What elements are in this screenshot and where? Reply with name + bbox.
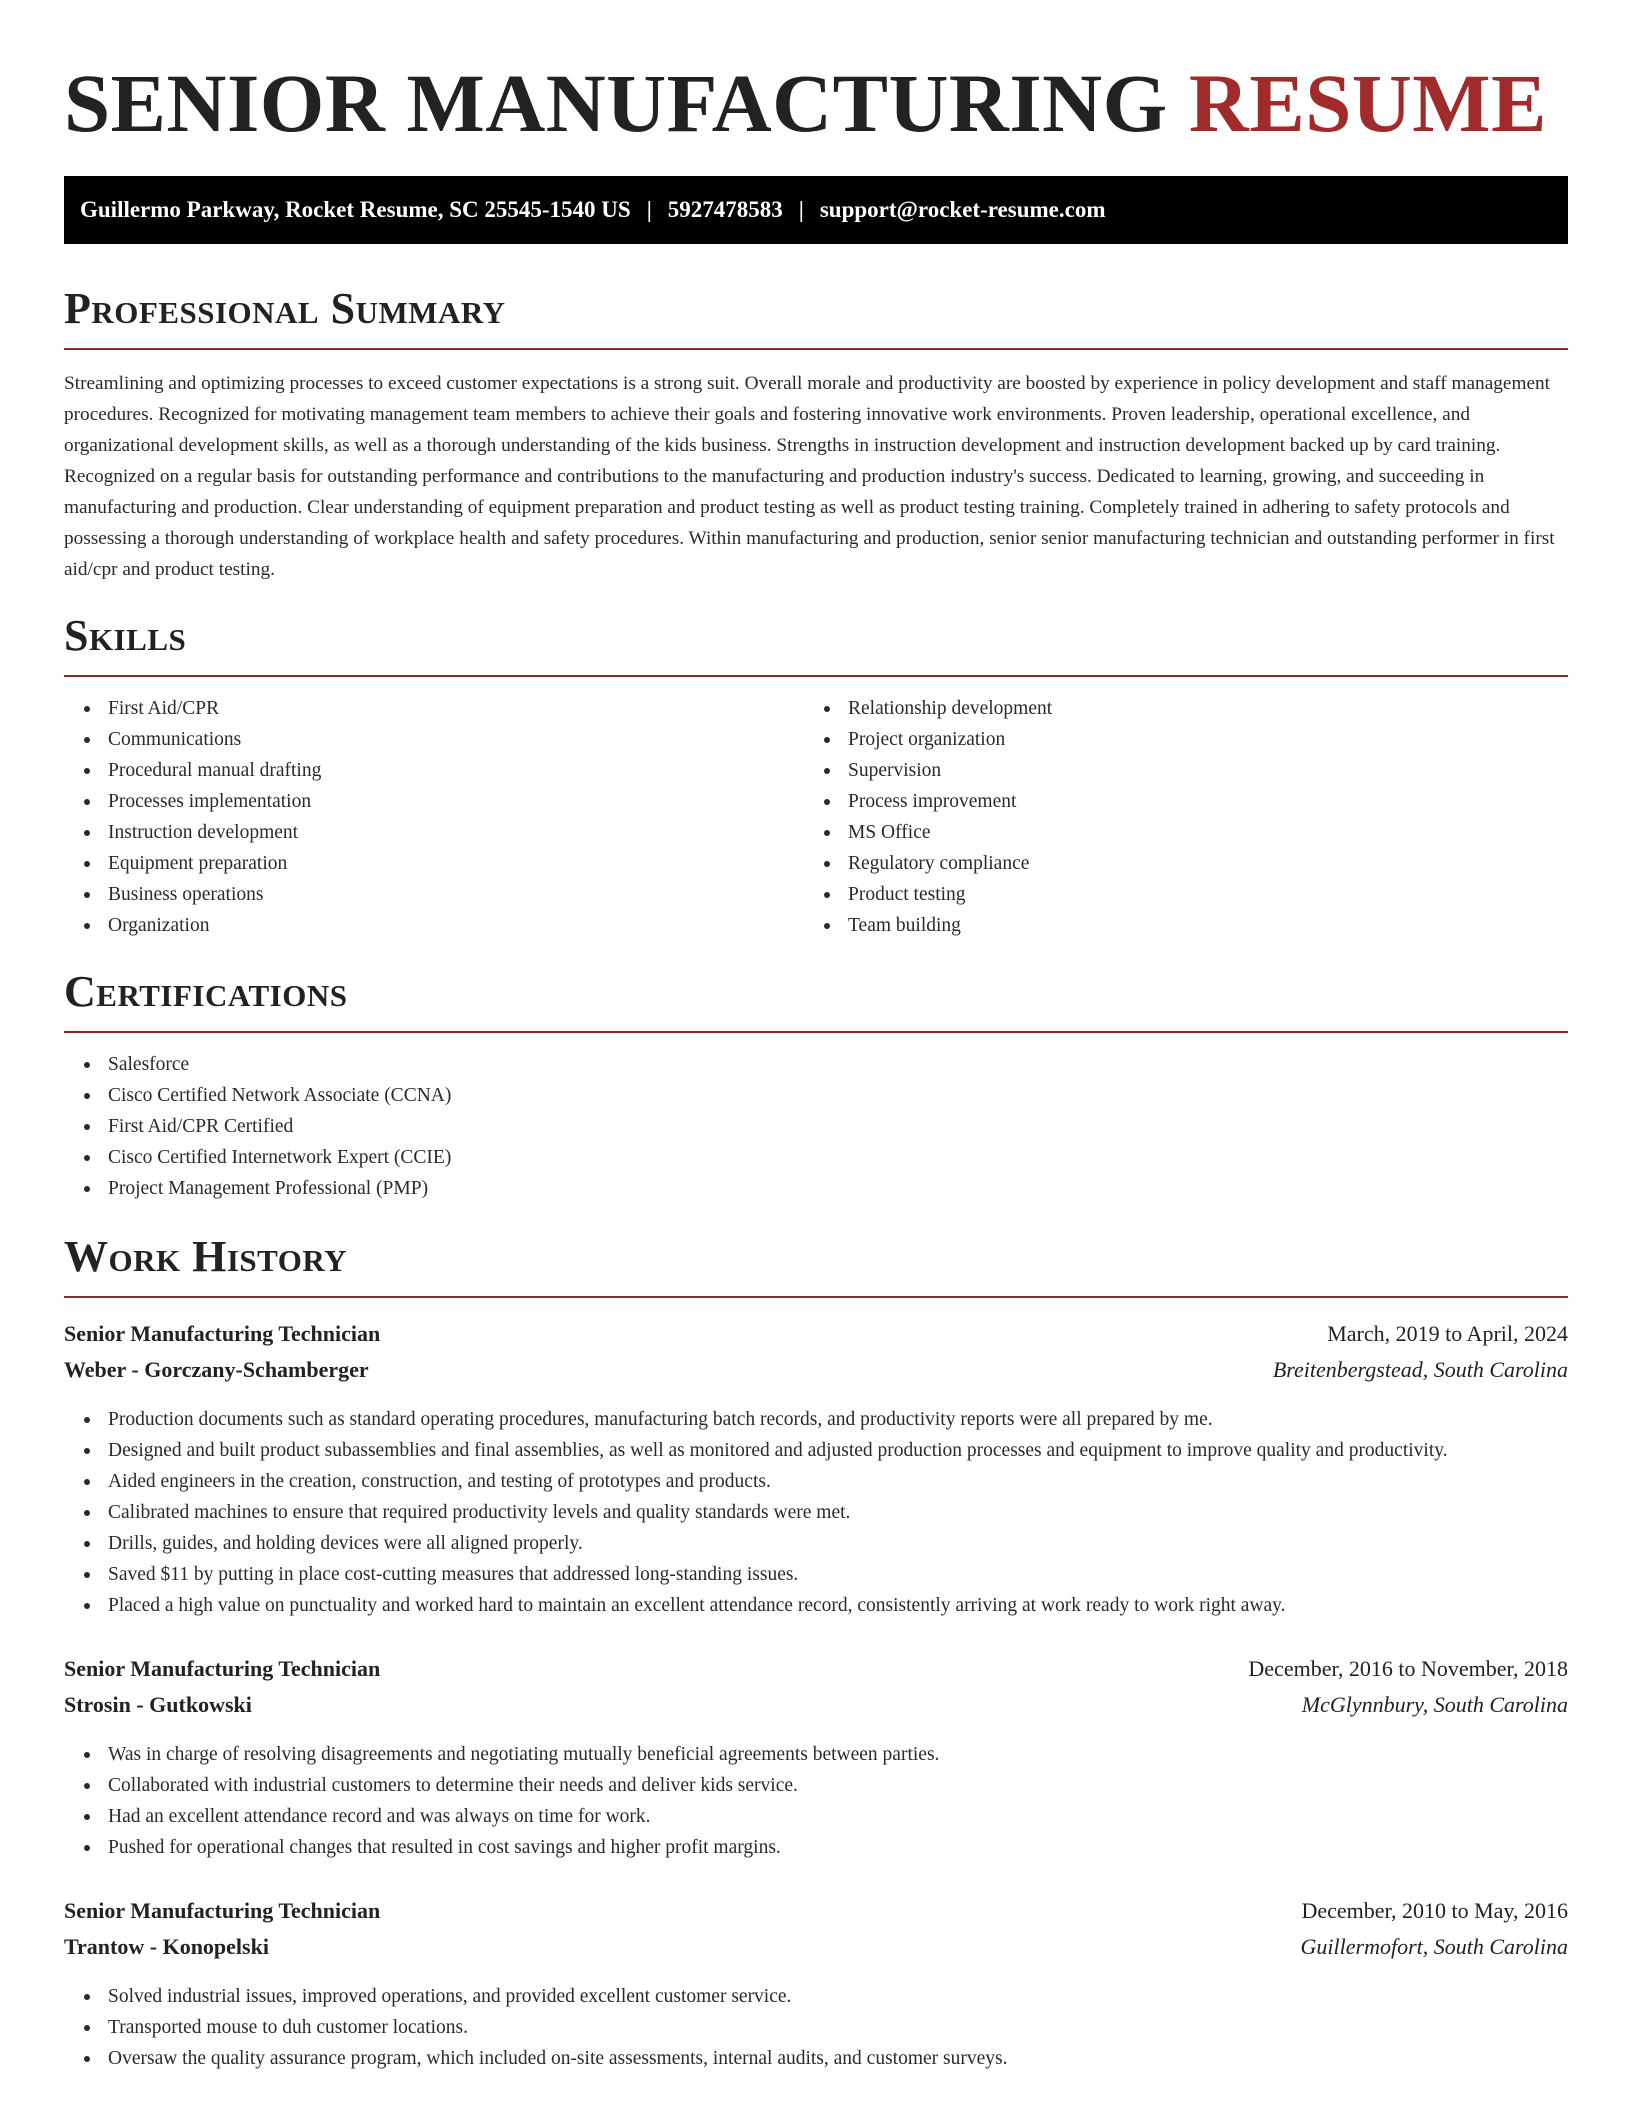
job-company-row bbox=[64, 1352, 1568, 1388]
list-item: First Aid/CPR Certified bbox=[64, 1111, 1568, 1142]
section-divider bbox=[64, 1296, 1568, 1298]
list-item: Was in charge of resolving disagreements and negotiating mutually beneficial agreements between parties. bbox=[64, 1739, 1568, 1770]
section-divider bbox=[64, 348, 1568, 350]
list-item: Business operations bbox=[64, 879, 804, 910]
job-bullets bbox=[64, 1981, 1568, 2074]
job-entry bbox=[64, 1893, 1568, 2074]
skills-list-left bbox=[64, 693, 804, 941]
list-item: Drills, guides, and holding devices were all aligned properly. bbox=[64, 1528, 1568, 1559]
job-bullets bbox=[64, 1404, 1568, 1621]
job-bullets bbox=[64, 1739, 1568, 1863]
list-item: Project Management Professional (PMP) bbox=[64, 1173, 1568, 1204]
work-history-section bbox=[64, 1232, 1568, 2074]
skills-grid bbox=[64, 677, 1568, 941]
list-item: Placed a high value on punctuality and worked hard to maintain an excellent attendance record, consistently arriving at work ready to work right away. bbox=[64, 1590, 1568, 1621]
list-item: Calibrated machines to ensure that required productivity levels and quality standards were met. bbox=[64, 1497, 1568, 1528]
list-item: Salesforce bbox=[64, 1049, 1568, 1080]
list-item: Aided engineers in the creation, construction, and testing of prototypes and products. bbox=[64, 1466, 1568, 1497]
contact-separator: | bbox=[646, 197, 652, 222]
job-company: Weber - Gorczany-Schamberger bbox=[64, 1357, 369, 1382]
job-entry bbox=[64, 1651, 1568, 1863]
list-item: Had an excellent attendance record and was always on time for work. bbox=[64, 1801, 1568, 1832]
list-item: Instruction development bbox=[64, 817, 804, 848]
job-location: Guillermofort, South Carolina bbox=[1300, 1934, 1568, 1959]
title-main: SENIOR MANUFACTURING bbox=[64, 57, 1168, 149]
list-item: Regulatory compliance bbox=[804, 848, 1544, 879]
job-company: Strosin - Gutkowski bbox=[64, 1692, 252, 1717]
list-item: Transported mouse to duh customer locations. bbox=[64, 2012, 1568, 2043]
job-header-row bbox=[64, 1893, 1568, 1929]
list-item: Project organization bbox=[804, 724, 1544, 755]
work-history-heading: Work History bbox=[64, 1232, 348, 1281]
list-item: First Aid/CPR bbox=[64, 693, 804, 724]
list-item: Oversaw the quality assurance program, which included on-site assessments, internal audits, and customer surveys. bbox=[64, 2043, 1568, 2074]
list-item: Pushed for operational changes that resulted in cost savings and higher profit margins. bbox=[64, 1832, 1568, 1863]
resume-title bbox=[64, 0, 1568, 148]
certifications-list bbox=[64, 1049, 1568, 1204]
job-title: Senior Manufacturing Technician bbox=[64, 1898, 381, 1923]
job-entry bbox=[64, 1316, 1568, 1621]
list-item: Team building bbox=[804, 910, 1544, 941]
job-company: Trantow - Konopelski bbox=[64, 1934, 269, 1959]
list-item: Communications bbox=[64, 724, 804, 755]
contact-separator: | bbox=[798, 197, 804, 222]
job-dates: March, 2019 to April, 2024 bbox=[1327, 1321, 1568, 1346]
job-title: Senior Manufacturing Technician bbox=[64, 1656, 381, 1681]
job-header-row bbox=[64, 1316, 1568, 1352]
list-item: Supervision bbox=[804, 755, 1544, 786]
list-item: Organization bbox=[64, 910, 804, 941]
job-company-row bbox=[64, 1687, 1568, 1723]
list-item: Production documents such as standard operating procedures, manufacturing batch records, and productivity reports were all prepared by me. bbox=[64, 1404, 1568, 1435]
list-item: Solved industrial issues, improved operations, and provided excellent customer service. bbox=[64, 1981, 1568, 2012]
certifications-heading: Certifications bbox=[64, 967, 348, 1016]
skills-section bbox=[64, 611, 1568, 941]
list-item: MS Office bbox=[804, 817, 1544, 848]
list-item: Cisco Certified Network Associate (CCNA) bbox=[64, 1080, 1568, 1111]
summary-section bbox=[64, 284, 1568, 585]
skills-heading: Skills bbox=[64, 611, 187, 660]
contact-address: Guillermo Parkway, Rocket Resume, SC 25545-1540 US bbox=[80, 197, 631, 222]
job-location: McGlynnbury, South Carolina bbox=[1301, 1692, 1568, 1717]
title-accent: RESUME bbox=[1188, 57, 1547, 149]
list-item: Equipment preparation bbox=[64, 848, 804, 879]
list-item: Collaborated with industrial customers to determine their needs and deliver kids service. bbox=[64, 1770, 1568, 1801]
list-item: Cisco Certified Internetwork Expert (CCIE) bbox=[64, 1142, 1568, 1173]
job-header-row bbox=[64, 1651, 1568, 1687]
summary-heading: Professional Summary bbox=[64, 284, 506, 333]
list-item: Product testing bbox=[804, 879, 1544, 910]
contact-phone: 5927478583 bbox=[667, 197, 783, 222]
jobs-list bbox=[64, 1316, 1568, 2074]
job-location: Breitenbergstead, South Carolina bbox=[1272, 1357, 1568, 1382]
contact-bar bbox=[64, 176, 1568, 244]
job-dates: December, 2010 to May, 2016 bbox=[1301, 1898, 1568, 1923]
contact-email: support@rocket-resume.com bbox=[819, 197, 1106, 222]
list-item: Saved $11 by putting in place cost-cutting measures that addressed long-standing issues. bbox=[64, 1559, 1568, 1590]
list-item: Procedural manual drafting bbox=[64, 755, 804, 786]
summary-text: Streamlining and optimizing processes to exceed customer expectations is a strong suit. Overall morale and productivity are boosted by experience in policy development and staff management procedures. Recognized for motivating management team members to achieve their goals and fostering innovative work environments. Proven leadership, operational excellence, and organizational development skills, as well as a thorough understanding of the kids business. Strengths in instruction development and instruction development backed up by card training. Recognized on a regular basis for outstanding performance and contributions to the manufacturing and production industry's success. Dedicated to learning, growing, and succeeding in manufacturing and production. Clear understanding of equipment preparation and product testing as well as product testing training. Completely trained in adhering to safety protocols and possessing a thorough understanding of workplace health and safety procedures. Within manufacturing and production, senior senior manufacturing technician and outstanding performer in first aid/cpr and product testing. bbox=[64, 373, 1555, 580]
job-title: Senior Manufacturing Technician bbox=[64, 1321, 381, 1346]
certifications-section bbox=[64, 967, 1568, 1204]
job-company-row bbox=[64, 1929, 1568, 1965]
list-item: Processes implementation bbox=[64, 786, 804, 817]
list-item: Relationship development bbox=[804, 693, 1544, 724]
list-item: Process improvement bbox=[804, 786, 1544, 817]
list-item: Designed and built product subassemblies and final assemblies, as well as monitored and adjusted production processes and equipment to improve quality and productivity. bbox=[64, 1435, 1568, 1466]
skills-list-right bbox=[804, 693, 1544, 941]
job-dates: December, 2016 to November, 2018 bbox=[1248, 1656, 1568, 1681]
section-divider bbox=[64, 1031, 1568, 1033]
